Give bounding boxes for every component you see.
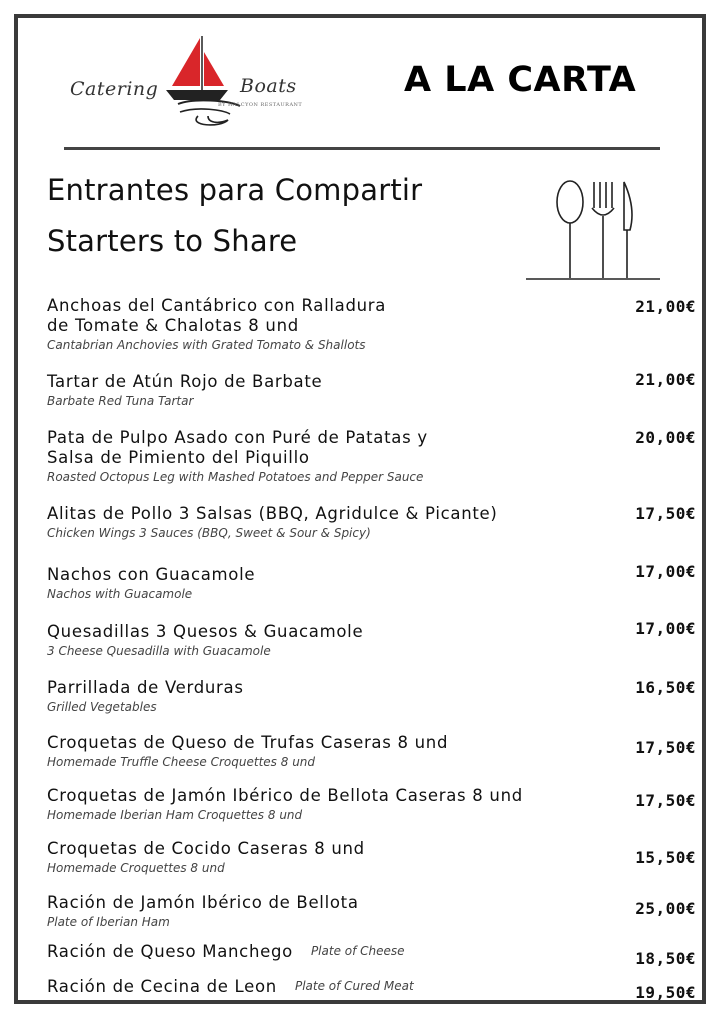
item-name: Ración de Cecina de Leon bbox=[47, 977, 277, 996]
item-name: Tartar de Atún Rojo de Barbate bbox=[47, 372, 323, 391]
menu-item bbox=[47, 372, 687, 409]
item-name: Parrillada de Verduras bbox=[47, 678, 244, 697]
item-price: 20,00€ bbox=[635, 428, 696, 447]
menu-item bbox=[47, 976, 687, 997]
item-name: Alitas de Pollo 3 Salsas (BBQ, Agridulce & Picante) bbox=[47, 504, 498, 523]
item-description: Plate of Iberian Ham bbox=[47, 915, 170, 929]
item-price: 19,50€ bbox=[635, 983, 696, 1002]
menu-item bbox=[47, 296, 687, 353]
item-description: Homemade Iberian Ham Croquettes 8 und bbox=[47, 808, 303, 822]
item-name: Croquetas de Queso de Trufas Caseras 8 und bbox=[47, 733, 449, 752]
section-title-english: Starters to Share bbox=[47, 224, 298, 258]
item-price: 17,50€ bbox=[635, 738, 696, 757]
item-price: 17,50€ bbox=[635, 504, 696, 523]
menu-item bbox=[47, 839, 687, 876]
menu-item bbox=[47, 565, 687, 602]
page-title: A LA CARTA bbox=[404, 60, 637, 100]
item-description: Plate of Cheese bbox=[310, 944, 405, 958]
item-description: Grilled Vegetables bbox=[47, 700, 157, 714]
menu-item bbox=[47, 786, 687, 823]
item-name: Ración de Queso Manchego bbox=[47, 942, 293, 961]
item-name: Croquetas de Jamón Ibérico de Bellota Caseras 8 und bbox=[47, 786, 523, 805]
item-name: Croquetas de Cocido Caseras 8 und bbox=[47, 839, 365, 858]
section-title-spanish: Entrantes para Compartir bbox=[47, 173, 423, 207]
item-price: 21,00€ bbox=[635, 297, 696, 316]
item-price: 18,50€ bbox=[635, 949, 696, 968]
logo-word-catering: Catering bbox=[70, 78, 159, 100]
item-price: 15,50€ bbox=[635, 848, 696, 867]
item-name: Nachos con Guacamole bbox=[47, 565, 256, 584]
menu-item bbox=[47, 622, 687, 659]
item-price: 17,00€ bbox=[635, 562, 696, 581]
item-description: Cantabrian Anchovies with Grated Tomato & Shallots bbox=[47, 338, 366, 352]
item-description: Homemade Truffle Cheese Croquettes 8 und bbox=[47, 755, 316, 769]
item-name-line2: Salsa de Pimiento del Piquillo bbox=[47, 448, 310, 467]
header-divider bbox=[64, 147, 660, 150]
item-price: 16,50€ bbox=[635, 678, 696, 697]
item-description: Barbate Red Tuna Tartar bbox=[47, 394, 194, 408]
item-description: Nachos with Guacamole bbox=[47, 587, 193, 601]
menu-item bbox=[47, 941, 687, 962]
item-name: Quesadillas 3 Quesos & Guacamole bbox=[47, 622, 364, 641]
item-price: 17,50€ bbox=[635, 791, 696, 810]
item-description: Roasted Octopus Leg with Mashed Potatoes and Pepper Sauce bbox=[47, 470, 424, 484]
item-price: 21,00€ bbox=[635, 370, 696, 389]
item-price: 25,00€ bbox=[635, 899, 696, 918]
item-description: Homemade Croquettes 8 und bbox=[47, 861, 225, 875]
item-name: Pata de Pulpo Asado con Puré de Patatas y bbox=[47, 428, 428, 447]
menu-item bbox=[47, 504, 687, 541]
item-name: Ración de Jamón Ibérico de Bellota bbox=[47, 893, 359, 912]
item-name: Anchoas del Cantábrico con Ralladura bbox=[47, 296, 387, 315]
menu-item bbox=[47, 893, 687, 930]
cutlery-icon bbox=[526, 178, 660, 282]
item-name-line2: de Tomate & Chalotas 8 und bbox=[47, 316, 299, 335]
logo-subtitle: BY HALCYON RESTAURANT bbox=[218, 102, 303, 108]
menu-item bbox=[47, 428, 687, 485]
item-description: 3 Cheese Quesadilla with Guacamole bbox=[47, 644, 271, 658]
item-price: 17,00€ bbox=[635, 619, 696, 638]
catering-boats-logo bbox=[68, 30, 313, 130]
logo-word-boats: Boats bbox=[240, 75, 297, 97]
menu-item bbox=[47, 733, 687, 770]
item-description: Plate of Cured Meat bbox=[294, 979, 414, 993]
item-description: Chicken Wings 3 Sauces (BBQ, Sweet & Sour & Spicy) bbox=[47, 526, 371, 540]
menu-item bbox=[47, 678, 687, 715]
